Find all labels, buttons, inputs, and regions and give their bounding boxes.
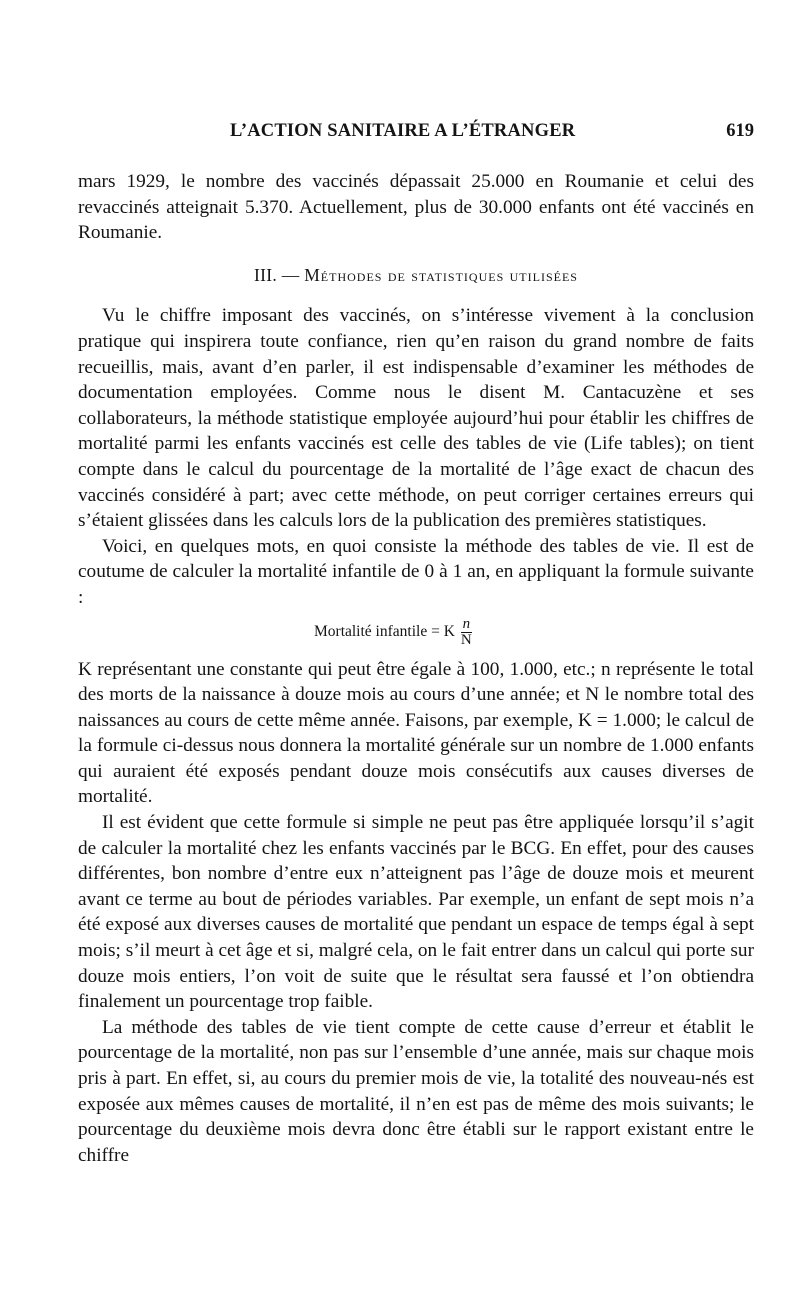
page-number: 619: [726, 121, 754, 141]
formula-denominator: N: [460, 631, 472, 648]
paragraph-5: Il est évident que cette formule si simple ne peut pas être appliquée lorsqu’il s’agit de calculer la mortalité chez les enfants vaccinés par le BCG. En effet, pour des causes différentes, bon nombre d’entre eux n’atteignent pas l’âge de douze mois et meurent avant ce terme au bout de périodes variables. Par exemple, un enfant de sept mois n’a été exposé aux diverses causes de mortalité que pendant un espace de temps égal à sept mois; s’il meurt à cet âge et si, malgré cela, on le fait entrer dans un calcul qui porte sur douze mois entiers, l’on voit de suite que le résultat sera faussé et l’on obtiendra finalement un pourcentage trop faible.: [78, 812, 754, 1013]
section-title: Méthodes de statistiques utilisées: [304, 264, 578, 285]
page-header: [78, 121, 754, 147]
paragraph-6: La méthode des tables de vie tient compte de cette cause d’erreur et établit le pourcentage de la mortalité, non pas sur l’ensemble d’une année, mais sur chaque mois pris à part. En effet, si, au cours du premier mois de vie, la totalité des nouveau-nés est exposée aux mêmes causes de mortalité, il n’en est pas de même des mois suivants; le pourcentage du deuxième mois devra donc être établi sur le rapport existant entre le chiffre: [78, 1016, 754, 1166]
section-numeral: III. —: [254, 264, 300, 285]
formula-fraction: [459, 617, 474, 648]
paragraph-1: mars 1929, le nombre des vaccinés dépassait 25.000 en Roumanie et celui des revaccinés atteignait 5.370. Actuellement, plus de 30.000 enfants ont été vaccinés en Roumanie.: [78, 171, 754, 244]
paragraph-3: Voici, en quelques mots, en quoi consiste la méthode des tables de vie. Il est de coutume de calculer la mortalité infantile de 0 à 1 an, en appliquant la formule suivante :: [78, 535, 754, 608]
formula-label: Mortalité infantile = K: [314, 623, 455, 641]
running-title: L’ACTION SANITAIRE A L’ÉTRANGER: [230, 121, 576, 141]
body-text: [78, 169, 754, 1168]
formula: [78, 613, 754, 655]
paragraph-4: K représentant une constante qui peut être égale à 100, 1.000, etc.; n représente le total des morts de la naissance à douze mois au cours d’une année; et N le nombre total des naissances au cours de cette même année. Faisons, par exemple, K = 1.000; le calcul de la formule ci-dessus nous donnera la mortalité générale sur un nombre de 1.000 enfants qui auraient été exposés pendant douze mois consécutifs aux causes diverses de mortalité.: [78, 658, 754, 808]
paragraph-2: Vu le chiffre imposant des vaccinés, on s’intéresse vivement à la conclusion pratique qui inspirera toute confiance, rien qu’en raison du grand nombre de faits recueillis, mais, avant d’en parler, il est indispensable d’examiner les méthodes de documentation employées. Comme nous le disent M. Cantacuzène et ses collaborateurs, la méthode statistique employée aujourd’hui pour établir les chiffres de mortalité parmi les enfants vaccinés est celle des tables de vie (Life tables); on tient compte dans le calcul du pourcentage de la mortalité de l’âge exact de chacun des vaccinés considéré à part; avec cette méthode, on peut corriger certaines erreurs qui s’étaient glissées dans les calculs lors de la publication des premières statistiques.: [78, 305, 754, 532]
formula-numerator: n: [462, 615, 471, 632]
section-heading: [78, 263, 754, 289]
